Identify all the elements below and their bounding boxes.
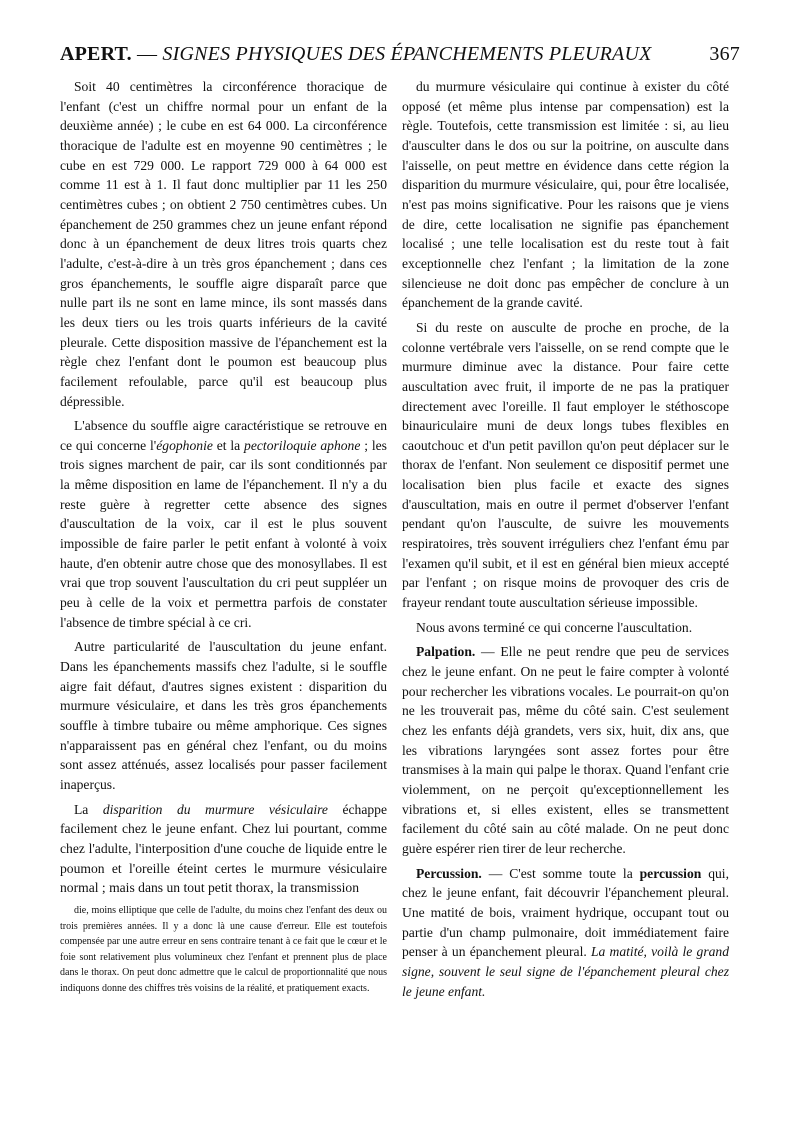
paragraph bbox=[402, 864, 729, 1002]
italic-term: disparition du murmure vésiculaire bbox=[102, 801, 328, 817]
paragraph-text: — Elle ne peut rendre que peu de services chez le jeune enfant. On ne peut le faire compter à volonté pour rechercher les vibrations vocales. Le pourrait-on qu'on ne les trouverait pas, même du côté sain. C'est seulement chez les enfants déjà grandets, vers six, huit, dix ans, que les vibrations laryngées sont assez fortes pour être transmises à la main qui palpe le thorax. Quand l'enfant crie violemment, on ne perçoit qu'exceptionnellement les vibrations et, si elles existent, elles se transmettent facilement du côté sain au côté malade. On ne peut donc guère espérer rien tirer de leur recherche. bbox=[402, 644, 729, 856]
paragraph bbox=[60, 416, 387, 632]
running-head bbox=[60, 38, 740, 70]
paragraph bbox=[402, 77, 729, 313]
italic-term: égophonie bbox=[156, 437, 213, 453]
footnote-text: die, moins elliptique que celle de l'adulte, du moins chez l'enfant des deux ou trois premières années. Il y a donc là une cause d'erreur. Elle est toutefois compensée par une autre erreur en sens contraire tenant à ce fait que le cœur et le foie sont relativement plus volumineux chez l'enfant et prennent plus de place dans le thorax. On peut donc admettre que le calcul de proportionnalité que nous indiquons donne des chiffres très voisins de la réalité, et pratiquement exacts. bbox=[60, 905, 387, 994]
italic-conclusion: La matité, voilà le grand signe, souvent le seul signe de l'épanchement pleural chez le jeune enfant. bbox=[402, 944, 730, 999]
header-separator: — bbox=[131, 43, 163, 65]
paragraph-text: Si du reste on ausculte de proche en proche, de la colonne vertébrale vers l'aisselle, on se rend compte que le murmure diminue avec la distance. Pour faire cette auscultation avec fruit, il importe de ne pas la pratiquer directement avec l'oreille. Il faut employer le stéthoscope binauriculaire muni de deux longs tubes flexibles en caoutchouc et d'un petit pavillon qu'on peut déplacer sur le thorax de l'enfant. Non seulement ce dispositif permet une localisation bien plus facile et exacte des signes d'auscultation, mais en outre il permet d'observer l'enfant pendant qu'on l'ausculte, de suivre les mouvements respiratoires, très souvent irréguliers chez l'enfant ému par l'examen qu'il subit, et il est en général bien mieux accepté par l'enfant ; on risque moins de provoquer des cris de frayeur rendant toute auscultation sérieuse impossible. bbox=[402, 319, 729, 611]
paragraph-text: du murmure vésiculaire qui continue à exister du côté opposé (et même plus intense par compensation) est la règle. Toutefois, cette transmission est limitée : si, au lieu d'ausculter dans le dos ou sur la poitrine, on ausculte dans l'aisselle, on peut mettre en évidence dans cette région la disparition du murmure vésiculaire, qui, pour être localisée, n'est pas moins significative. Pour les raisons que je viens de dire, cette localisation ne signifie pas épanchement localisé ; une telle localisation est du reste tout à fait exceptionnelle chez l'enfant ; la limitation de la zone silencieuse ne doit donc pas empêcher de conclure à un épanchement de la grande cavité. bbox=[402, 79, 729, 311]
paragraph-text: Autre particularité de l'auscultation du jeune enfant. Dans les épanchements massifs chez l'adulte, si le souffle aigre fait défaut, d'autres signes existent : disparition du murmure vésiculaire, et dans les très gros épanchements souffle à timbre tubaire ou même amphorique. Ces signes n'apparaissent pas en général chez l'enfant, ou du moins sont assez atténués, assez localisés pour passer facilement inaperçus. bbox=[60, 639, 387, 792]
left-column bbox=[60, 77, 387, 903]
bold-term: percussion bbox=[639, 865, 702, 881]
header-author: APERT. bbox=[60, 43, 132, 65]
right-column bbox=[402, 77, 729, 1006]
paragraph-text: La bbox=[74, 801, 103, 817]
paragraph-text: — C'est somme toute la bbox=[481, 865, 640, 881]
paragraph-text: et la bbox=[212, 437, 245, 453]
section-heading-palpation: Palpation. bbox=[416, 644, 476, 660]
header-title: SIGNES PHYSIQUES DES ÉPANCHEMENTS PLEURAUX bbox=[162, 43, 652, 65]
paragraph bbox=[402, 642, 729, 858]
paragraph bbox=[60, 637, 387, 794]
paragraph-text: ; les trois signes marchent de pair, car ils sont conditionnés par la même disposition en lame de l'épanchement. Il n'y a du reste guère à regretter cette absence des signes d'auscultation de la voix, car il est le plus souvent impossible de faire parler le petit enfant à volonté à voix haute, d'en obtenir autre chose que des monosyllabes. Il est vrai que trop souvent l'auscultation du cri peut suppléer un peu à celle de la voix et permettra parfois de constater l'absence de timbre spécial à ce cri. bbox=[60, 437, 387, 630]
paragraph-text: Nous avons terminé ce qui concerne l'auscultation. bbox=[416, 619, 693, 635]
paragraph-text: L'absence du souffle aigre caractéristique se retrouve en ce qui concerne l' bbox=[60, 418, 387, 453]
paragraph-text: Soit 40 centimètres la circonférence thoracique de l'enfant (c'est un chiffre normal pour un enfant de la deuxième année) ; le cube en est 64 000. La circonférence thoracique de l'adulte est en moyenne 90 centimètres ; le cube en est 729 000. Le rapport 729 000 à 64 000 est comme 11 est à 1. Il faut donc multiplier par 11 les 250 centimètres cubes ; on obtient 2 750 centimètres cubes. Un épanchement de 250 grammes chez un jeune enfant répond donc à un épanchement de deux litres trois quarts chez l'adulte, c'est-à-dire à un très gros épanchement ; dans ces gros épanchements, le souffle aigre disparaît parce que nulle part ils ne sont en lame mince, ils sont massés dans les deux tiers ou les trois quarts inférieurs de la cavité pleurale. Cette disposition massive de l'épanchement est la règle chez l'enfant dont le poumon est beaucoup plus facilement refoulable, parce qu'il est beaucoup plus dépressible. bbox=[60, 79, 387, 409]
paragraph-text: qui, chez le jeune enfant, fait découvrir l'épanchement pleural. Une matité de bois, vraiment hydrique, occupant tout ou partie d'un champ pulmonaire, doit immédiatement faire penser à un épanchement pleural. bbox=[402, 865, 729, 960]
footnote bbox=[60, 903, 387, 996]
paragraph bbox=[60, 77, 387, 411]
italic-term: pectoriloquie aphone bbox=[244, 437, 361, 453]
page-number: 367 bbox=[709, 43, 740, 65]
paragraph-text: échappe facilement chez le jeune enfant. Chez lui pourtant, comme chez l'adulte, l'interposition d'une couche de liquide entre le poumon et l'oreille éteint certes le murmure vésiculaire normal ; mais dans un tout petit thorax, la transmission bbox=[60, 801, 387, 896]
paragraph bbox=[402, 618, 729, 638]
paragraph bbox=[60, 800, 387, 898]
paragraph bbox=[402, 318, 729, 613]
section-heading-percussion: Percussion. bbox=[416, 865, 482, 881]
